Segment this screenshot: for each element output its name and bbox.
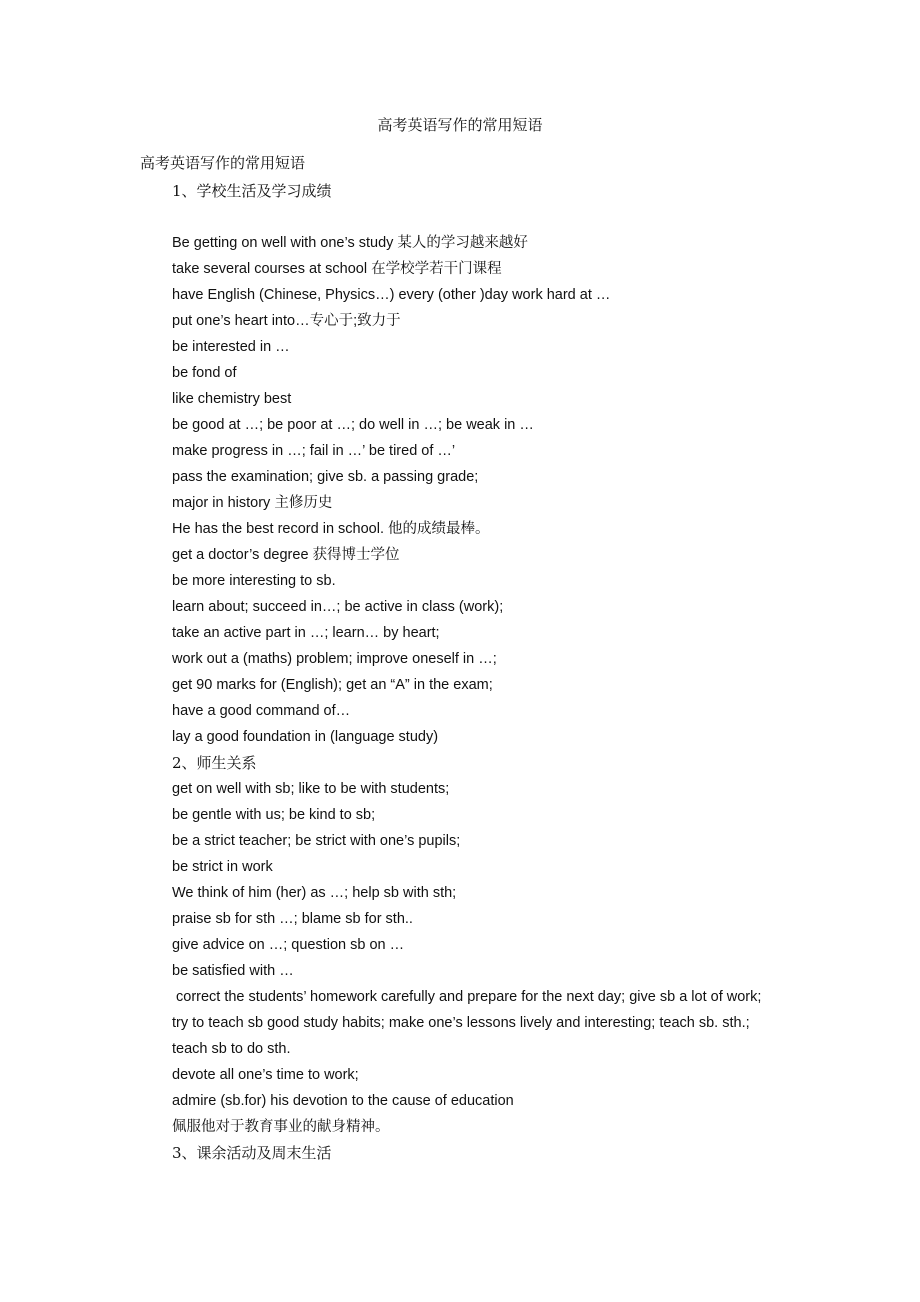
phrase-line: correct the students’ homework carefully and prepare for the next day; give sb a lot of work; <box>176 989 762 1005</box>
phrase-line: get a doctor’s degree 获得博士学位 <box>172 547 400 563</box>
phrase-line: praise sb for sth …; blame sb for sth.. <box>172 911 413 927</box>
document-subtitle: 高考英语写作的常用短语 <box>140 154 306 172</box>
phrase-line: make progress in …; fail in …’ be tired of …’ <box>172 443 456 459</box>
phrase-line: be strict in work <box>172 859 273 875</box>
phrase-line: be good at …; be poor at …; do well in …; be weak in … <box>172 417 534 433</box>
phrase-line: be satisfied with … <box>172 963 294 979</box>
phrase-line: admire (sb.for) his devotion to the cause of education <box>172 1093 514 1109</box>
phrase-line: get 90 marks for (English); get an “A” in the exam; <box>172 677 493 693</box>
section-heading: 3、课余活动及周末生活 <box>172 1144 332 1162</box>
phrase-line: 佩服他对于教育事业的献身精神。 <box>172 1119 390 1135</box>
phrase-line: give advice on …; question sb on … <box>172 937 405 953</box>
section-heading: 1、学校生活及学习成绩 <box>172 182 332 200</box>
phrase-line: work out a (maths) problem; improve oneself in …; <box>172 651 497 667</box>
phrase-line: like chemistry best <box>172 391 292 407</box>
phrase-line: learn about; succeed in…; be active in class (work); <box>172 599 504 615</box>
phrase-line: Be getting on well with one’s study 某人的学习越来越好 <box>172 235 528 251</box>
phrase-line: take an active part in …; learn… by heart; <box>172 625 440 641</box>
phrase-line: be gentle with us; be kind to sb; <box>172 807 376 823</box>
phrase-line: be a strict teacher; be strict with one’s pupils; <box>172 833 461 849</box>
phrase-line: get on well with sb; like to be with students; <box>172 781 450 797</box>
section-heading: 2、师生关系 <box>172 754 257 772</box>
phrase-line: be more interesting to sb. <box>172 573 336 589</box>
phrase-line: be fond of <box>172 365 237 381</box>
phrase-line: have English (Chinese, Physics…) every (other )day work hard at … <box>172 287 611 303</box>
phrase-line: take several courses at school 在学校学若干门课程 <box>172 261 502 277</box>
phrase-line: He has the best record in school. 他的成绩最棒。 <box>172 521 490 537</box>
phrase-line: put one’s heart into…专心于;致力于 <box>172 313 401 329</box>
phrase-line: major in history 主修历史 <box>172 495 333 511</box>
phrase-line: teach sb to do sth. <box>172 1041 291 1057</box>
blank-line <box>140 204 782 230</box>
phrase-list <box>140 178 782 1166</box>
phrase-line: pass the examination; give sb. a passing grade; <box>172 469 479 485</box>
phrase-line: devote all one’s time to work; <box>172 1067 359 1083</box>
document-title: 高考英语写作的常用短语 <box>377 116 543 134</box>
phrase-line: We think of him (her) as …; help sb with sth; <box>172 885 457 901</box>
phrase-line: be interested in … <box>172 339 290 355</box>
phrase-line: try to teach sb good study habits; make one’s lessons lively and interesting; teach sb. sth.; <box>172 1015 750 1031</box>
phrase-line: have a good command of… <box>172 703 351 719</box>
phrase-line: lay a good foundation in (language study) <box>172 729 439 745</box>
